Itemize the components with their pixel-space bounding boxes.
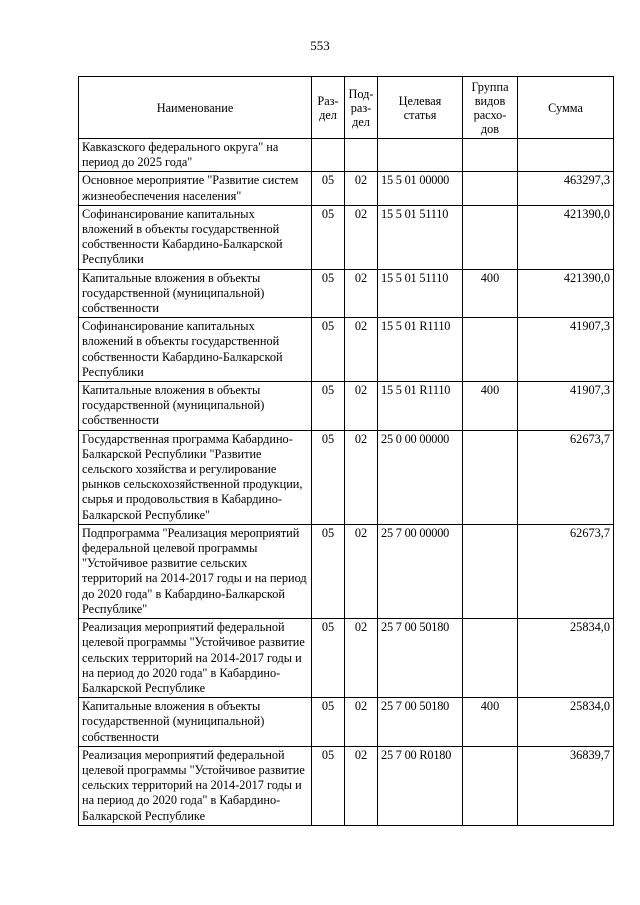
cell-group: 400 xyxy=(463,698,518,747)
cell-group xyxy=(463,139,518,172)
cell-subsection: 02 xyxy=(345,269,378,318)
cell-name: Кавказского федерального округа" на период до 2025 года" xyxy=(79,139,312,172)
cell-section: 05 xyxy=(312,205,345,269)
cell-name: Реализация мероприятий федеральной целевой программы "Устойчивое развитие сельских территорий на 2014-2017 годы и на период до 2020 года" в Кабардино-Балкарской Республике xyxy=(79,746,312,825)
cell-group xyxy=(463,430,518,524)
header-target xyxy=(378,77,463,139)
cell-sum: 463297,3 xyxy=(518,172,614,205)
cell-section xyxy=(312,139,345,172)
table-row xyxy=(79,698,614,747)
cell-sum: 41907,3 xyxy=(518,382,614,431)
cell-sum: 62673,7 xyxy=(518,524,614,618)
cell-name: Капитальные вложения в объекты государственной (муниципальной) собственности xyxy=(79,269,312,318)
header-target-text: Целевая статья xyxy=(398,93,442,122)
cell-subsection: 02 xyxy=(345,430,378,524)
table-row xyxy=(79,619,614,698)
header-sum xyxy=(518,77,614,139)
cell-group xyxy=(463,524,518,618)
cell-section: 05 xyxy=(312,698,345,747)
header-group xyxy=(463,77,518,139)
cell-target: 15 5 01 51110 xyxy=(378,269,463,318)
cell-target: 15 5 01 R1110 xyxy=(378,318,463,382)
cell-target: 15 5 01 51110 xyxy=(378,205,463,269)
cell-section: 05 xyxy=(312,318,345,382)
cell-name: Реализация мероприятий федеральной целевой программы "Устойчивое развитие сельских территорий на 2014-2017 годы и на период до 2020 года" в Кабардино-Балкарской Республике xyxy=(79,619,312,698)
cell-target: 25 7 00 50180 xyxy=(378,619,463,698)
header-section-text: Раз- дел xyxy=(317,93,339,122)
table-body xyxy=(79,139,614,826)
table-row xyxy=(79,430,614,524)
cell-subsection: 02 xyxy=(345,205,378,269)
cell-target xyxy=(378,139,463,172)
cell-subsection: 02 xyxy=(345,382,378,431)
cell-sum: 62673,7 xyxy=(518,430,614,524)
cell-name: Государственная программа Кабардино-Балкарской Республики "Развитие сельского хозяйства и регулирование рынков сельскохозяйственной продукции, сырья и продовольствия в Кабардино-Балкарской Республике" xyxy=(79,430,312,524)
table-row xyxy=(79,746,614,825)
header-sum-text: Сумма xyxy=(548,100,583,115)
cell-group xyxy=(463,172,518,205)
header-name xyxy=(79,77,312,139)
header-section xyxy=(312,77,345,139)
table-row xyxy=(79,139,614,172)
cell-sum xyxy=(518,139,614,172)
table-row xyxy=(79,205,614,269)
header-name-text: Наименование xyxy=(156,100,234,115)
cell-section: 05 xyxy=(312,430,345,524)
cell-target: 25 0 00 00000 xyxy=(378,430,463,524)
cell-sum: 41907,3 xyxy=(518,318,614,382)
table-row xyxy=(79,269,614,318)
cell-sum: 25834,0 xyxy=(518,619,614,698)
cell-section: 05 xyxy=(312,382,345,431)
cell-section: 05 xyxy=(312,524,345,618)
header-subsection-text: Под- раз- дел xyxy=(348,86,374,129)
cell-sum: 421390,0 xyxy=(518,269,614,318)
cell-subsection xyxy=(345,139,378,172)
table-row xyxy=(79,524,614,618)
cell-name: Капитальные вложения в объекты государственной (муниципальной) собственности xyxy=(79,698,312,747)
cell-section: 05 xyxy=(312,746,345,825)
table-row xyxy=(79,318,614,382)
cell-subsection: 02 xyxy=(345,698,378,747)
cell-name: Основное мероприятие "Развитие систем жизнеобеспечения населения" xyxy=(79,172,312,205)
table-row xyxy=(79,172,614,205)
page-number: 553 xyxy=(310,38,330,53)
cell-target: 25 7 00 00000 xyxy=(378,524,463,618)
cell-section: 05 xyxy=(312,172,345,205)
header-subsection xyxy=(345,77,378,139)
cell-subsection: 02 xyxy=(345,524,378,618)
table-header xyxy=(79,77,614,139)
cell-sum: 25834,0 xyxy=(518,698,614,747)
cell-target: 15 5 01 R1110 xyxy=(378,382,463,431)
cell-name: Подпрограмма "Реализация мероприятий федеральной целевой программы "Устойчивое развитие сельских территорий на 2014-2017 годы и на период до 2020 года" в Кабардино-Балкарской Республике" xyxy=(79,524,312,618)
cell-subsection: 02 xyxy=(345,318,378,382)
cell-target: 15 5 01 00000 xyxy=(378,172,463,205)
cell-subsection: 02 xyxy=(345,172,378,205)
cell-section: 05 xyxy=(312,269,345,318)
table-row xyxy=(79,382,614,431)
cell-name: Софинансирование капитальных вложений в объекты государственной собственности Кабардино-Балкарской Республики xyxy=(79,205,312,269)
cell-name: Софинансирование капитальных вложений в объекты государственной собственности Кабардино-Балкарской Республики xyxy=(79,318,312,382)
budget-table xyxy=(78,76,614,826)
cell-group xyxy=(463,318,518,382)
cell-sum: 36839,7 xyxy=(518,746,614,825)
cell-sum: 421390,0 xyxy=(518,205,614,269)
cell-group xyxy=(463,619,518,698)
cell-name: Капитальные вложения в объекты государственной (муниципальной) собственности xyxy=(79,382,312,431)
cell-target: 25 7 00 R0180 xyxy=(378,746,463,825)
cell-group xyxy=(463,205,518,269)
cell-target: 25 7 00 50180 xyxy=(378,698,463,747)
cell-group: 400 xyxy=(463,269,518,318)
cell-subsection: 02 xyxy=(345,619,378,698)
cell-section: 05 xyxy=(312,619,345,698)
cell-group: 400 xyxy=(463,382,518,431)
cell-group xyxy=(463,746,518,825)
header-group-text: Группа видов расхо- дов xyxy=(471,79,509,136)
cell-subsection: 02 xyxy=(345,746,378,825)
